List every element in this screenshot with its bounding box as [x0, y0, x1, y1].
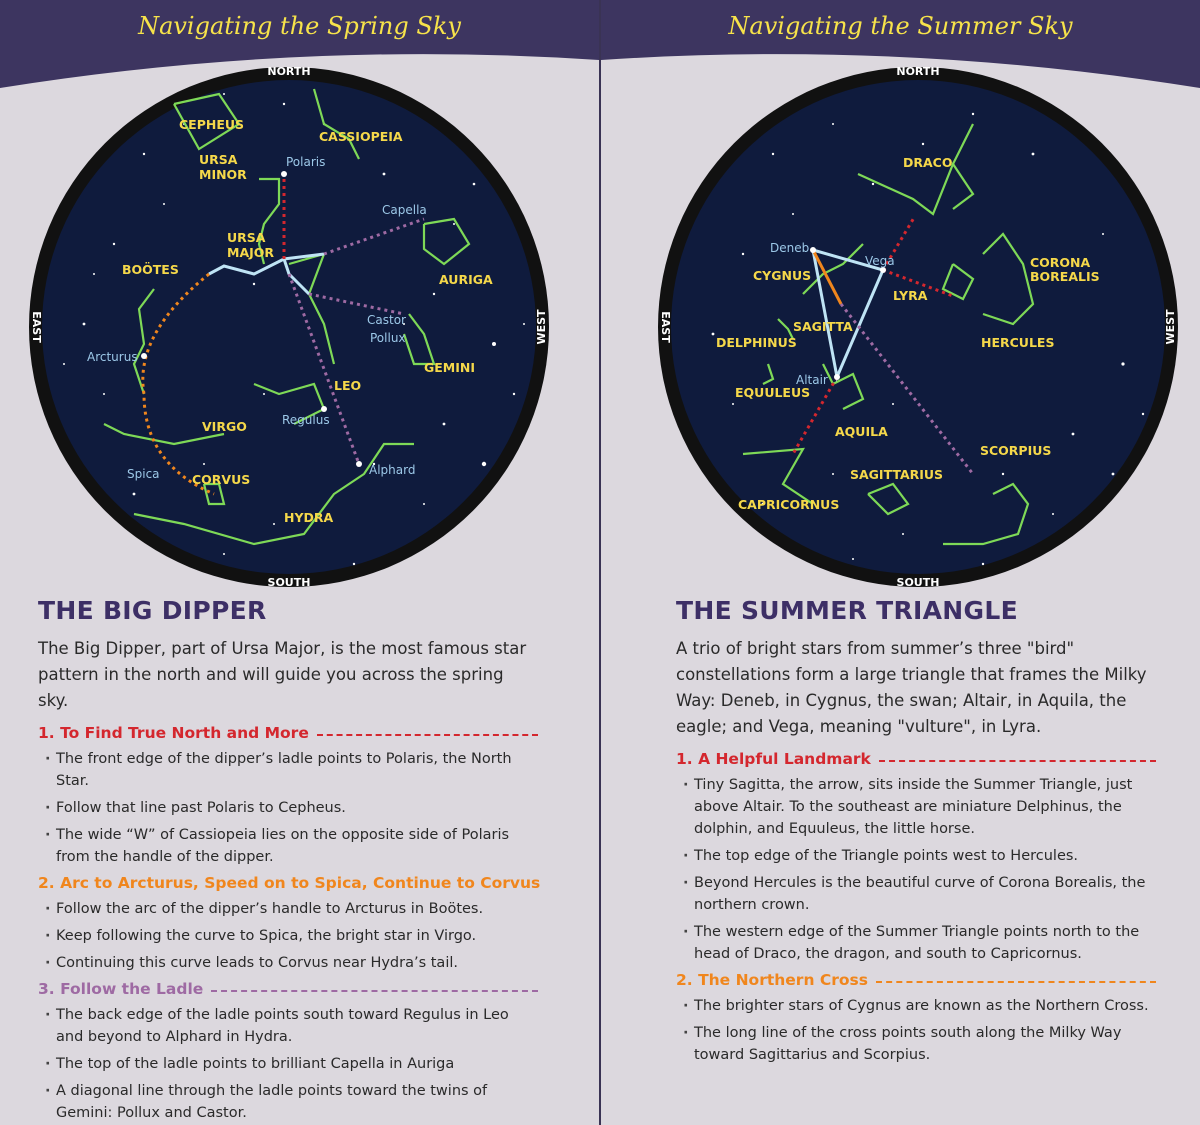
label-hercules: HERCULES	[981, 335, 1055, 350]
list-item: · A diagonal line through the ladle points toward the twins of Gemini: Pollux and Castor.	[56, 1080, 538, 1124]
list-item: · The western edge of the Summer Triangle points north to the head of Draco, the dragon, and south to Capricornus.	[694, 921, 1156, 965]
label-delphinus: DELPHINUS	[716, 335, 797, 350]
big-dipper-title: THE BIG DIPPER	[38, 596, 267, 625]
label-cassiopeia: CASSIOPEIA	[319, 129, 403, 144]
group-list-2	[676, 995, 1156, 1066]
compass-west: WEST	[1164, 309, 1177, 345]
compass-north: NORTH	[896, 65, 940, 78]
label-scorpius: SCORPIUS	[980, 443, 1052, 458]
label-arcturus: Arcturus	[87, 350, 138, 364]
group-list-1	[676, 774, 1156, 965]
list-item: · The back edge of the ladle points south toward Regulus in Leo and beyond to Alphard in Hydra.	[56, 1004, 538, 1048]
spring-panel	[0, 0, 599, 1125]
compass-east: EAST	[659, 311, 672, 343]
compass-east: EAST	[30, 311, 43, 343]
spring-header-title: Navigating the Spring Sky	[138, 12, 461, 40]
label-lyra: LYRA	[893, 288, 928, 303]
big-dipper-content	[38, 636, 541, 1125]
label-auriga: AURIGA	[439, 272, 493, 287]
label-capella: Capella	[382, 203, 427, 217]
summer-triangle-content	[676, 636, 1156, 1071]
label-spica: Spica	[127, 467, 160, 481]
label-ursa-major-1: URSA	[227, 230, 266, 245]
list-item: · The top of the ladle points to brilliant Capella in Auriga	[56, 1053, 538, 1075]
list-item: · Beyond Hercules is the beautiful curve of Corona Borealis, the northern crown.	[694, 872, 1156, 916]
label-cepheus: CEPHEUS	[179, 117, 245, 132]
group-title-1: 1. A Helpful Landmark	[676, 750, 1156, 768]
label-corvus: CORVUS	[192, 472, 251, 487]
arcturus-star	[141, 353, 147, 359]
label-ursa-major-2: MAJOR	[227, 245, 275, 260]
label-capricornus: CAPRICORNUS	[738, 497, 840, 512]
label-sagittarius: SAGITTARIUS	[850, 467, 944, 482]
group-title-2: 2. Arc to Arcturus, Speed on to Spica, Continue to Corvus	[38, 874, 541, 892]
label-cygnus: CYGNUS	[753, 268, 812, 283]
label-alphard: Alphard	[369, 463, 416, 477]
label-leo: LEO	[334, 378, 362, 393]
summer-star-map	[653, 64, 1183, 594]
label-castor: Castor	[367, 313, 406, 327]
list-item: · Tiny Sagitta, the arrow, sits inside the Summer Triangle, just above Altair. To the southeast are miniature Delphinus, the dolphin, and Equuleus, the little horse.	[694, 774, 1156, 840]
group-title-1: 1. To Find True North and More	[38, 724, 538, 742]
label-draco: DRACO	[903, 155, 953, 170]
label-equuleus: EQUULEUS	[735, 385, 811, 400]
list-item: · The wide “W” of Cassiopeia lies on the opposite side of Polaris from the handle of the dipper.	[56, 824, 538, 868]
label-deneb: Deneb	[770, 241, 810, 255]
label-sagitta: SAGITTA	[793, 319, 853, 334]
list-item: · Continuing this curve leads to Corvus near Hydra’s tail.	[56, 952, 538, 974]
group-list-3	[38, 1004, 538, 1124]
summer-panel	[601, 0, 1200, 1125]
label-ursa-minor-1: URSA	[199, 152, 238, 167]
polaris-star	[281, 171, 287, 177]
label-bootes: BOÖTES	[122, 262, 179, 277]
list-item: · Follow the arc of the dipper’s handle to Arcturus in Boötes.	[56, 898, 538, 920]
label-virgo: VIRGO	[202, 419, 247, 434]
group-title-3: 3. Follow the Ladle	[38, 980, 538, 998]
summer-header-title: Navigating the Summer Sky	[728, 12, 1073, 40]
label-altair: Altair	[796, 373, 828, 387]
alphard-star	[356, 461, 362, 467]
list-item: · Keep following the curve to Spica, the bright star in Virgo.	[56, 925, 538, 947]
summer-triangle-title: THE SUMMER TRIANGLE	[676, 596, 1018, 625]
list-item: · Follow that line past Polaris to Cepheus.	[56, 797, 538, 819]
deneb-star	[810, 247, 816, 253]
label-corona-1: CORONA	[1030, 255, 1091, 270]
compass-south: SOUTH	[896, 576, 940, 589]
list-item: · The front edge of the dipper’s ladle points to Polaris, the North Star.	[56, 748, 538, 792]
spring-star-map	[24, 64, 554, 594]
compass-south: SOUTH	[267, 576, 311, 589]
summer-triangle-intro: A trio of bright stars from summer’s three "bird" constellations form a large triangle that frames the Milky Way: Deneb, in Cygnus, the swan; Altair, in Aquila, the eagle; and Vega, meaning "vulture", in Lyra.	[676, 639, 1147, 736]
label-corona-2: BOREALIS	[1030, 269, 1100, 284]
label-pollux: Pollux	[370, 331, 406, 345]
label-regulus: Regulus	[282, 413, 330, 427]
altair-star	[834, 374, 840, 380]
compass-west: WEST	[535, 309, 548, 345]
list-item: · The top edge of the Triangle points west to Hercules.	[694, 845, 1156, 867]
label-ursa-minor-2: MINOR	[199, 167, 247, 182]
label-hydra: HYDRA	[284, 510, 334, 525]
regulus-star	[321, 406, 327, 412]
list-item: · The long line of the cross points south along the Milky Way toward Sagittarius and Scorpius.	[694, 1022, 1156, 1066]
compass-north: NORTH	[267, 65, 311, 78]
group-title-2: 2. The Northern Cross	[676, 971, 1156, 989]
group-list-1	[38, 748, 538, 868]
list-item: · The brighter stars of Cygnus are known as the Northern Cross.	[694, 995, 1156, 1017]
label-polaris: Polaris	[286, 155, 326, 169]
label-gemini: GEMINI	[424, 360, 476, 375]
group-list-2	[38, 898, 538, 974]
big-dipper-intro: The Big Dipper, part of Ursa Major, is the most famous star pattern in the north and will guide you across the spring sky.	[38, 639, 527, 710]
label-aquila: AQUILA	[835, 424, 888, 439]
label-vega: Vega	[865, 254, 895, 268]
